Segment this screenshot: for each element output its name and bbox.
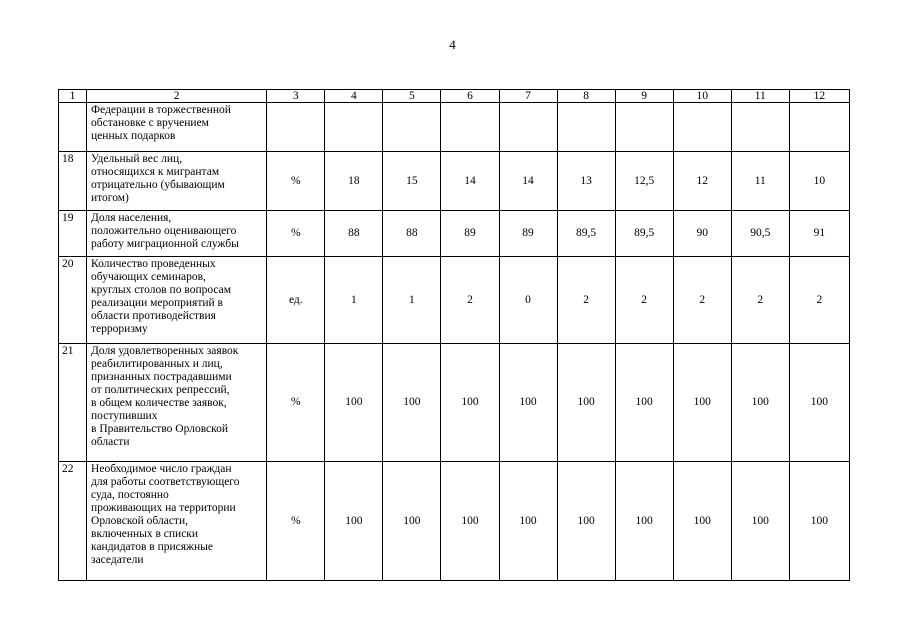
- value-cell: 89,5: [615, 211, 673, 257]
- indicator-name-line: обстановке с вручением: [91, 117, 209, 129]
- indicator-name: [87, 152, 267, 211]
- value-cell: [557, 103, 615, 152]
- value-cell: [789, 103, 849, 152]
- value-cell: [499, 103, 557, 152]
- indicator-name-line: признанных пострадавшими: [91, 371, 232, 383]
- value-cell: 100: [325, 344, 383, 462]
- value-cell: 11: [731, 152, 789, 211]
- value-cell: 89,5: [557, 211, 615, 257]
- value-cell: 100: [731, 462, 789, 581]
- value-cell: 15: [383, 152, 441, 211]
- value-cell: 100: [325, 462, 383, 581]
- value-cell: 91: [789, 211, 849, 257]
- indicator-name: [87, 344, 267, 462]
- row-number: 18: [59, 152, 87, 211]
- value-cell: 1: [383, 257, 441, 344]
- indicator-name-line: реализации мероприятий в: [91, 297, 223, 309]
- header-cell: 5: [383, 90, 441, 103]
- unit-cell: ед.: [267, 257, 325, 344]
- row-number: 20: [59, 257, 87, 344]
- indicator-name-line: проживающих на территории: [91, 502, 236, 514]
- page-number: 4: [449, 37, 456, 52]
- value-cell: 90: [673, 211, 731, 257]
- value-cell: 100: [615, 344, 673, 462]
- indicator-name: [87, 462, 267, 581]
- unit-cell: %: [267, 344, 325, 462]
- indicator-name-line: реабилитированных и лиц,: [91, 358, 223, 370]
- value-cell: 12: [673, 152, 731, 211]
- table-row: [59, 257, 850, 344]
- value-cell: 10: [789, 152, 849, 211]
- table-row: [59, 152, 850, 211]
- indicator-name-line: Доля населения,: [91, 212, 172, 224]
- value-cell: 100: [615, 462, 673, 581]
- indicator-name-line: от политических репрессий,: [91, 384, 230, 396]
- indicator-name-line: Количество проведенных: [91, 258, 216, 270]
- value-cell: 2: [731, 257, 789, 344]
- indicator-name: [87, 103, 267, 152]
- value-cell: 18: [325, 152, 383, 211]
- unit-cell: %: [267, 462, 325, 581]
- header-cell: 9: [615, 90, 673, 103]
- value-cell: 89: [499, 211, 557, 257]
- indicator-name: [87, 257, 267, 344]
- value-cell: 100: [441, 462, 499, 581]
- header-cell: 6: [441, 90, 499, 103]
- value-cell: 13: [557, 152, 615, 211]
- row-number: 22: [59, 462, 87, 581]
- indicator-name-line: в общем количестве заявок,: [91, 397, 227, 409]
- value-cell: 100: [673, 462, 731, 581]
- value-cell: 2: [557, 257, 615, 344]
- value-cell: 12,5: [615, 152, 673, 211]
- row-number: [59, 103, 87, 152]
- header-cell: 3: [267, 90, 325, 103]
- value-cell: 100: [789, 344, 849, 462]
- indicator-name-line: Удельный вес лиц,: [91, 153, 183, 165]
- indicator-name-line: итогом): [91, 192, 129, 204]
- value-cell: 14: [441, 152, 499, 211]
- indicator-name-line: обучающих семинаров,: [91, 271, 206, 283]
- value-cell: 100: [499, 462, 557, 581]
- indicator-name-line: работу миграционной службы: [91, 238, 239, 250]
- table-header-row: [59, 90, 850, 103]
- header-cell: 4: [325, 90, 383, 103]
- indicator-name-line: отрицательно (убывающим: [91, 179, 225, 191]
- header-cell: 7: [499, 90, 557, 103]
- value-cell: [441, 103, 499, 152]
- indicator-name-line: поступивших: [91, 410, 158, 422]
- value-cell: 88: [383, 211, 441, 257]
- table-row: [59, 462, 850, 581]
- header-cell: 12: [789, 90, 849, 103]
- value-cell: [673, 103, 731, 152]
- value-cell: 100: [789, 462, 849, 581]
- indicator-name-line: ценных подарков: [91, 130, 176, 142]
- indicator-name-line: Доля удовлетворенных заявок: [91, 345, 239, 357]
- indicator-name-line: суда, постоянно: [91, 489, 169, 501]
- value-cell: 2: [441, 257, 499, 344]
- value-cell: 2: [673, 257, 731, 344]
- indicator-name-line: в Правительство Орловской: [91, 423, 229, 435]
- indicator-name-line: положительно оценивающего: [91, 225, 237, 237]
- indicator-name-line: Орловской области,: [91, 515, 188, 527]
- header-cell: 1: [59, 90, 87, 103]
- value-cell: 88: [325, 211, 383, 257]
- indicator-name: [87, 211, 267, 257]
- indicator-name-line: относящихся к мигрантам: [91, 166, 220, 178]
- table-row: [59, 344, 850, 462]
- unit-cell: %: [267, 211, 325, 257]
- indicator-name-line: для работы соответствующего: [91, 476, 240, 488]
- header-cell: 11: [731, 90, 789, 103]
- indicator-name-line: кандидатов в присяжные: [91, 541, 213, 553]
- value-cell: [615, 103, 673, 152]
- row-number: 21: [59, 344, 87, 462]
- value-cell: 100: [557, 344, 615, 462]
- table-row: [59, 211, 850, 257]
- value-cell: 90,5: [731, 211, 789, 257]
- indicator-name-line: области: [91, 436, 130, 448]
- value-cell: 0: [499, 257, 557, 344]
- indicator-name-line: включенных в списки: [91, 528, 199, 540]
- value-cell: 2: [789, 257, 849, 344]
- indicator-name-line: области противодействия: [91, 310, 216, 322]
- indicator-name-line: Необходимое число граждан: [91, 463, 232, 475]
- value-cell: 14: [499, 152, 557, 211]
- value-cell: 100: [441, 344, 499, 462]
- unit-cell: [267, 103, 325, 152]
- value-cell: 100: [383, 462, 441, 581]
- value-cell: 100: [731, 344, 789, 462]
- indicator-name-line: Федерации в торжественной: [91, 104, 231, 116]
- header-cell: 10: [673, 90, 731, 103]
- header-cell: 8: [557, 90, 615, 103]
- indicator-name-line: терроризму: [91, 323, 148, 335]
- value-cell: 100: [673, 344, 731, 462]
- value-cell: 100: [499, 344, 557, 462]
- unit-cell: %: [267, 152, 325, 211]
- indicators-table: [58, 89, 850, 581]
- indicator-name-line: заседатели: [91, 554, 144, 566]
- value-cell: 100: [557, 462, 615, 581]
- value-cell: 89: [441, 211, 499, 257]
- value-cell: 1: [325, 257, 383, 344]
- value-cell: [731, 103, 789, 152]
- header-cell: 2: [87, 90, 267, 103]
- value-cell: [325, 103, 383, 152]
- row-number: 19: [59, 211, 87, 257]
- value-cell: [383, 103, 441, 152]
- table-row: [59, 103, 850, 152]
- indicator-name-line: круглых столов по вопросам: [91, 284, 232, 296]
- value-cell: 2: [615, 257, 673, 344]
- value-cell: 100: [383, 344, 441, 462]
